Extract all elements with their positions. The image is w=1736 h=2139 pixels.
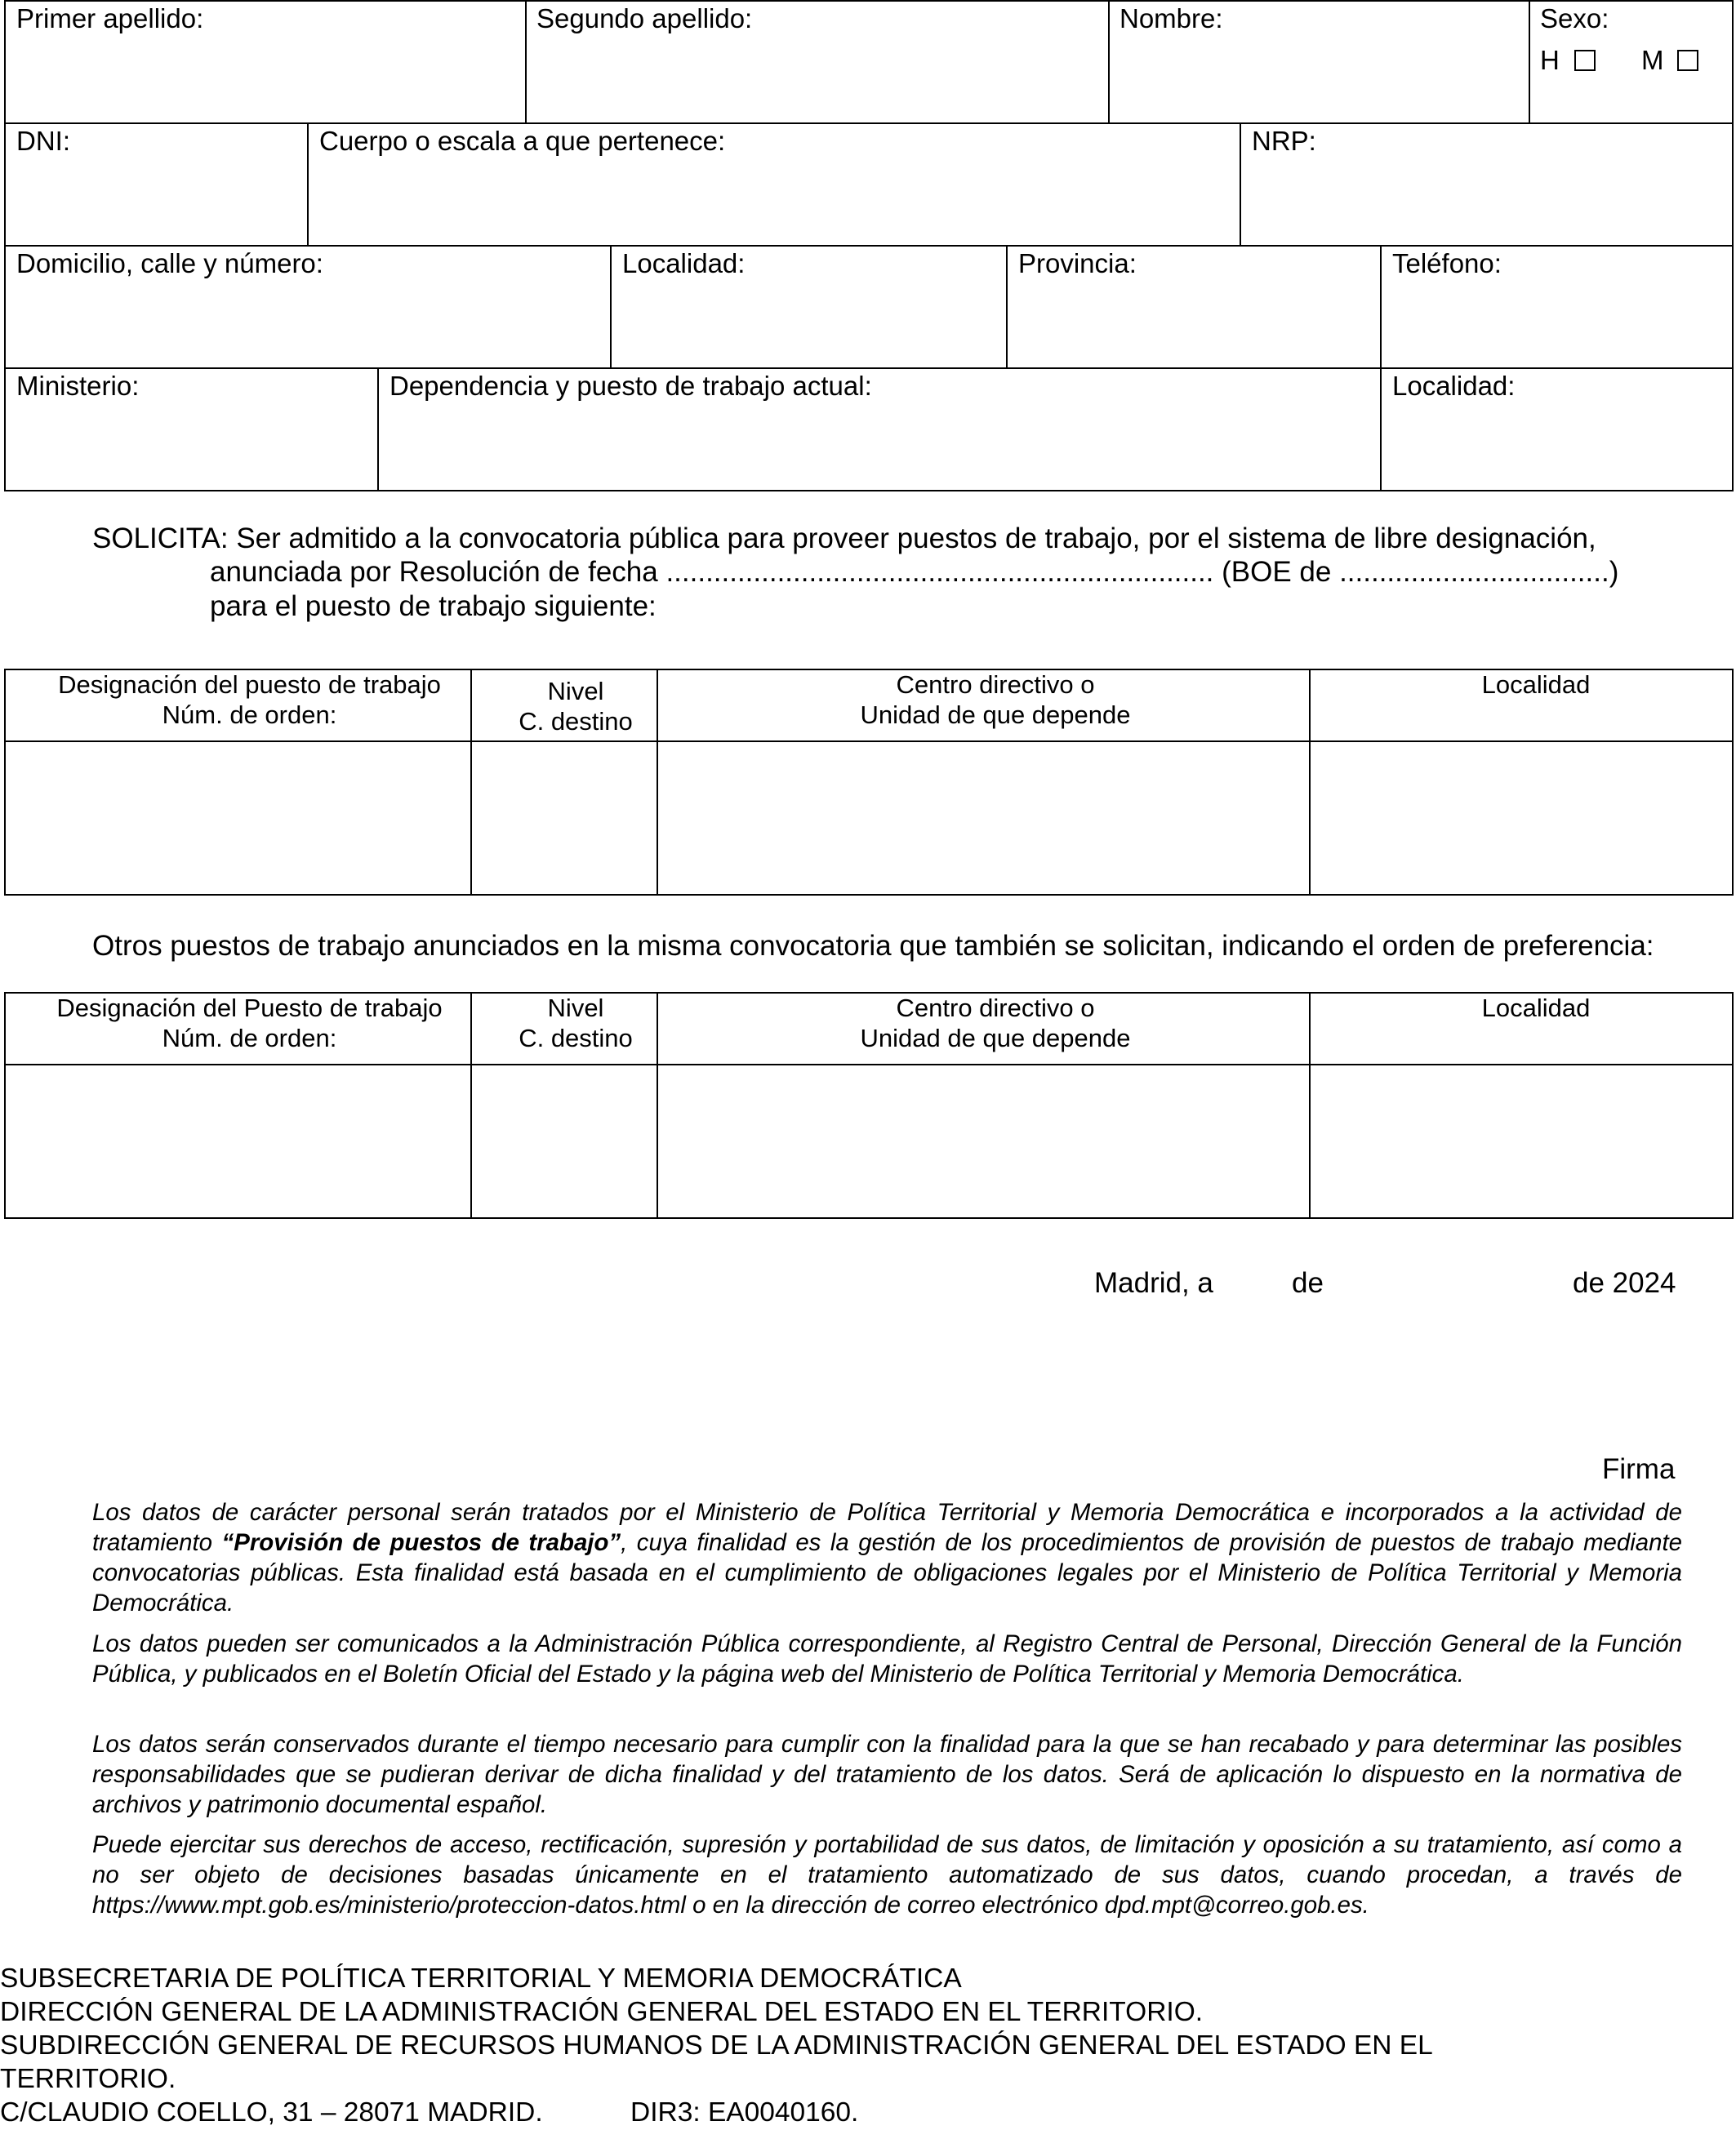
year-label: de 2024 [1573,1267,1676,1299]
solicita-line-1: SOLICITA: Ser admitido a la convocatoria pública para proveer puestos de trabajo, por el sistema de libre designación, [92,523,1596,554]
th-nivel-line1: Nivel [547,677,604,705]
provincia-label: Provincia: [1018,248,1137,278]
th-centro [657,669,1334,730]
segundo-apellido-label: Segundo apellido: [536,3,753,33]
nrp-field[interactable] [1240,122,1733,245]
footer-line-2: DIRECCIÓN GENERAL DE LA ADMINISTRACIÓN GENERAL DEL ESTADO EN EL TERRITORIO. [0,1997,1204,2027]
privacy-paragraph-3: Los datos serán conservados durante el tiempo necesario para cumplir con la finalidad para la que se han recabado y para determinar las posibles responsabilidades que se pudieran derivar de dicha finalidad y del tratamiento de los datos. Será de aplicación lo dispuesto en la normativa de archivos y patrimonio documental español. [92,1731,1682,1818]
nombre-field[interactable] [1108,0,1529,122]
privacy-paragraph-2: Los datos pueden ser comunicados a la Administración Pública correspondiente, al Registro Central de Personal, Dirección General de la Función Pública, y publicados en el Boletín Oficial del Estado y la página web del Ministerio de Política Territorial y Memoria Democrática. [92,1630,1682,1688]
form-border-bottom [4,490,1734,491]
ministerio-label: Ministerio: [16,371,140,401]
sexo-h-option[interactable] [1540,45,1596,76]
sexo-label: Sexo: [1540,3,1609,33]
segundo-apellido-field[interactable] [525,0,1108,122]
cell2-localidad[interactable] [1311,1065,1732,1217]
sexo-m-option[interactable] [1641,45,1698,76]
dni-label: DNI: [16,126,70,156]
sexo-h-label: H [1540,45,1560,75]
sexo-field [1529,0,1733,122]
dependencia-field[interactable] [377,367,1380,490]
domicilio-field[interactable] [4,245,610,367]
domicilio-label: Domicilio, calle y número: [16,248,323,278]
cell2-designacion[interactable] [6,1065,470,1217]
th2-centro-line1: Centro directivo o [896,994,1095,1022]
provincia-field[interactable] [1006,245,1380,367]
firma-label: Firma [1602,1453,1676,1485]
sexo-h-checkbox[interactable] [1574,50,1596,71]
privacy-paragraph-4: Puede ejercitar sus derechos de acceso, rectificación, supresión y portabilidad de sus datos, de limitación y oposición a su tratamiento, así como a no ser objeto de decisiones basadas únicamente en el tratamiento automatizado de sus datos, cuando procedan, a través de https://www.mpt.gob.es/ministerio/proteccion-datos.html o en la dirección de correo electrónico dpd.mpt@correo.gob.es. [92,1831,1682,1919]
otros-puestos-text: Otros puestos de trabajo anunciados en la misma convocatoria que también se solicitan, indicando el orden de preferencia: [92,930,1654,962]
th-designacion-line2: Núm. de orden: [162,700,337,729]
cuerpo-field[interactable] [307,122,1240,245]
primer-apellido-field[interactable] [4,0,525,122]
primer-apellido-label: Primer apellido: [16,3,204,33]
ministerio-field[interactable] [4,367,377,490]
footer-line-4: TERRITORIO. [0,2064,176,2094]
th-localidad: Localidad [1481,670,1591,699]
th-centro-line1: Centro directivo o [896,670,1095,699]
cell-centro[interactable] [658,742,1309,894]
cell-localidad[interactable] [1311,742,1732,894]
table-border-bottom [4,894,1734,896]
th2-localidad: Localidad [1481,994,1591,1022]
cell-designacion[interactable] [6,742,470,894]
th2-designacion-line2: Núm. de orden: [162,1024,337,1052]
nombre-label: Nombre: [1119,3,1223,33]
nrp-label: NRP: [1252,126,1316,156]
table-border-right [1732,669,1734,896]
localidad-label: Localidad: [622,248,746,278]
solicita-line-3: para el puesto de trabajo siguiente: [210,590,657,622]
cell-nivel[interactable] [472,742,657,894]
sexo-m-checkbox[interactable] [1677,50,1698,71]
footer-dir3: DIR3: EA0040160. [630,2097,859,2128]
cuerpo-label: Cuerpo o escala a que pertenece: [319,126,726,156]
localidad-trabajo-label: Localidad: [1392,371,1516,401]
th2-centro-line2: Unidad de que depende [860,1024,1131,1052]
th-centro-line2: Unidad de que depende [860,700,1131,729]
privacy-p1-bold: “Provisión de puestos de trabajo” [221,1529,621,1556]
privacy-p1-text: Los datos de carácter personal serán tratados por el Ministerio de Política Territorial y Memoria Democrática e incorporados a la actividad de tratamiento [92,1499,1682,1556]
privacy-p1-text-end: , cuya finalidad es la gestión de los procedimientos de provisión de puestos de trabajo mediante convocatorias públicas. Esta finalidad está basada en el cumplimiento de obligaciones legales por el Ministerio de Política Territorial y Memoria Democrática. [92,1529,1682,1616]
telefono-label: Teléfono: [1392,248,1502,278]
th2-nivel [470,993,681,1053]
th2-designacion [4,993,495,1053]
th-nivel [470,676,681,736]
sexo-m-label: M [1641,45,1664,75]
cell2-centro[interactable] [658,1065,1309,1217]
localidad-trabajo-field[interactable] [1380,367,1733,490]
dependencia-label: Dependencia y puesto de trabajo actual: [389,371,872,401]
privacy-paragraph-1 [92,1497,1682,1618]
localidad-field[interactable] [610,245,1006,367]
th-designacion [4,669,495,730]
th-designacion-line1: Designación del puesto de trabajo [58,670,441,699]
telefono-field[interactable] [1380,245,1733,367]
table-border-right [1732,992,1734,1219]
th2-designacion-line1: Designación del Puesto de trabajo [56,994,443,1022]
th2-centro [657,993,1334,1053]
th2-nivel-line1: Nivel [547,994,604,1022]
table-border-bottom [4,1217,1734,1219]
dni-field[interactable] [4,122,307,245]
madrid-label: Madrid, a [1094,1267,1213,1299]
footer-line-3: SUBDIRECCIÓN GENERAL DE RECURSOS HUMANOS DE LA ADMINISTRACIÓN GENERAL DEL ESTADO EN EL [0,2030,1433,2061]
de-label: de [1292,1267,1324,1299]
th-nivel-line2: C. destino [519,707,633,736]
footer-address-line: C/CLAUDIO COELLO, 31 – 28071 MADRID. [0,2097,543,2128]
solicita-line-2: anunciada por Resolución de fecha ..................................................................... (BOE de ..................................) [210,556,1619,588]
footer-line-1: SUBSECRETARIA DE POLÍTICA TERRITORIAL Y MEMORIA DEMOCRÁTICA [0,1963,962,1994]
cell2-nivel[interactable] [472,1065,657,1217]
th2-nivel-line2: C. destino [519,1024,633,1052]
